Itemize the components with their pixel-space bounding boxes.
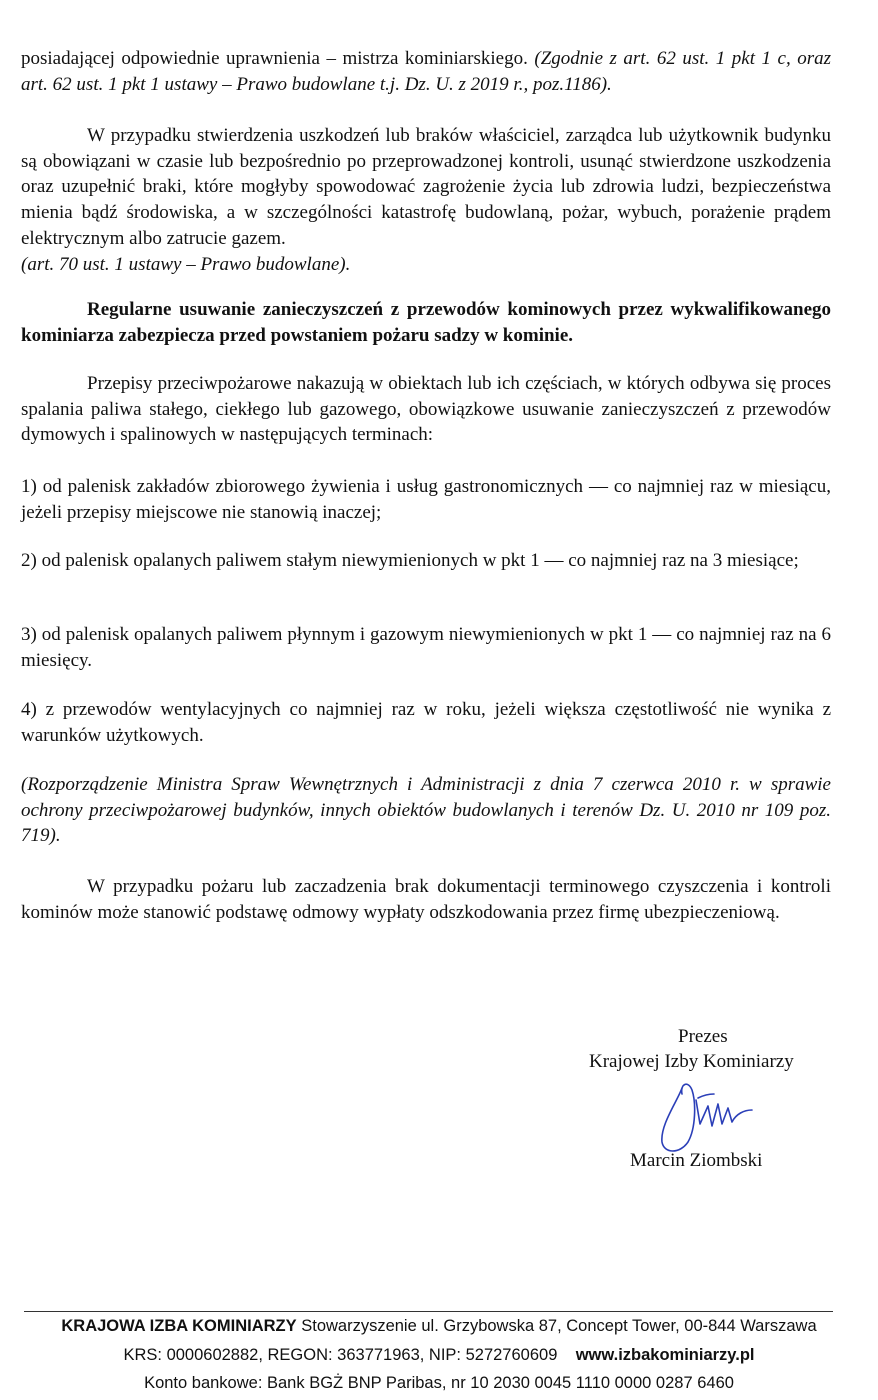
legal-reference: (art. 70 ust. 1 ustawy – Prawo budowlane). [21,253,351,275]
footer-website-link[interactable]: www.izbakominiarzy.pl [575,1346,755,1364]
footer-address [0,1316,878,1336]
bold-notice: Regularne usuwanie zanieczyszczeń z przewodów kominowych przez wykwalifikowanego kominiarza zabezpiecza przed powstaniem pożaru sadzy w kominie. [21,299,831,346]
footer-org-details: Stowarzyszenie ul. Grzybowska 87, Concept Tower, 00-844 Warszawa [296,1317,817,1335]
footer-org-name: KRAJOWA IZBA KOMINIARZY [61,1317,297,1335]
list-item: 1) od palenisk zakładów zbiorowego żywienia i usług gastronomicznych — co najmniej raz w miesiącu, jeżeli przepisy miejscowe nie stanowią inaczej; [21,476,831,523]
signatory-name: Marcin Ziombski [630,1150,763,1171]
paragraph-text: W przypadku stwierdzenia uszkodzeń lub braków właściciel, zarządca lub użytkownik budynku są obowiązani w czasie lub bezpośrednio po przeprowadzonej kontroli, usunąć stwierdzone uszkodzenia oraz uzupełnić braki, które mogłyby spowodować zagrożenie życia lub zdrowia ludzi, bezpieczeństwa mienia bądź środowiska, a w szczególności katastrofę budowlaną, pożar, wybuch, porażenie prądem elektrycznym albo zatrucie gazem. [21,125,831,249]
list-item: 2) od palenisk opalanych paliwem stałym niewymienionych w pkt 1 — co najmniej raz na 3 miesiące; [21,550,799,571]
paragraph-fire-regulations: Przepisy przeciwpożarowe nakazują w obiektach lub ich częściach, w których odbywa się proces spalania paliwa stałego, ciekłego lub gazowego, obowiązkowe usuwanie zanieczyszczeń z przewodów dymowych i spalinowych w następujących terminach: [21,373,831,446]
footer-ids: KRS: 0000602882, REGON: 363771963, NIP: 5272760609 [123,1346,558,1364]
paragraph-qualification [21,46,831,97]
legal-reference: (Zgodnie z art. 62 ust. 1 pkt 1 c, oraz art. 62 ust. 1 pkt 1 ustawy – Prawo budowlane t.j. Dz. U. z 2019 r., poz.1186). [21,48,832,95]
signatory-title: Prezes [678,1026,728,1047]
regulation-reference: (Rozporządzenie Ministra Spraw Wewnętrznych i Administracji z dnia 7 czerwca 2010 r. w sprawie ochrony przeciwpożarowej budynków, innych obiektów budowlanych i terenów Dz. U. 2010 nr 109 poz. 719). [21,774,831,847]
paragraph-insurance: W przypadku pożaru lub zaczadzenia brak dokumentacji terminowego czyszczenia i kontroli kominów może stanowić podstawę odmowy wypłaty odszkodowania przez firmę ubezpieczeniową. [21,876,831,923]
paragraph-damage-obligations [21,123,831,277]
signatory-organization: Krajowej Izby Kominiarzy [589,1051,794,1072]
list-item: 3) od palenisk opalanych paliwem płynnym i gazowym niewymienionych w pkt 1 — co najmniej raz na 6 miesięcy. [21,624,831,671]
list-item: 4) z przewodów wentylacyjnych co najmniej raz w roku, jeżeli większa częstotliwość nie wynika z warunków użytkowych. [21,699,831,746]
footer-divider [24,1311,833,1312]
paragraph-text: posiadającej odpowiednie uprawnienia – mistrza kominiarskiego. [21,48,535,69]
footer-registration [0,1345,878,1365]
footer-bank-account: Konto bankowe: Bank BGŻ BNP Paribas, nr 10 2030 0045 1110 0000 0287 6460 [144,1374,734,1392]
